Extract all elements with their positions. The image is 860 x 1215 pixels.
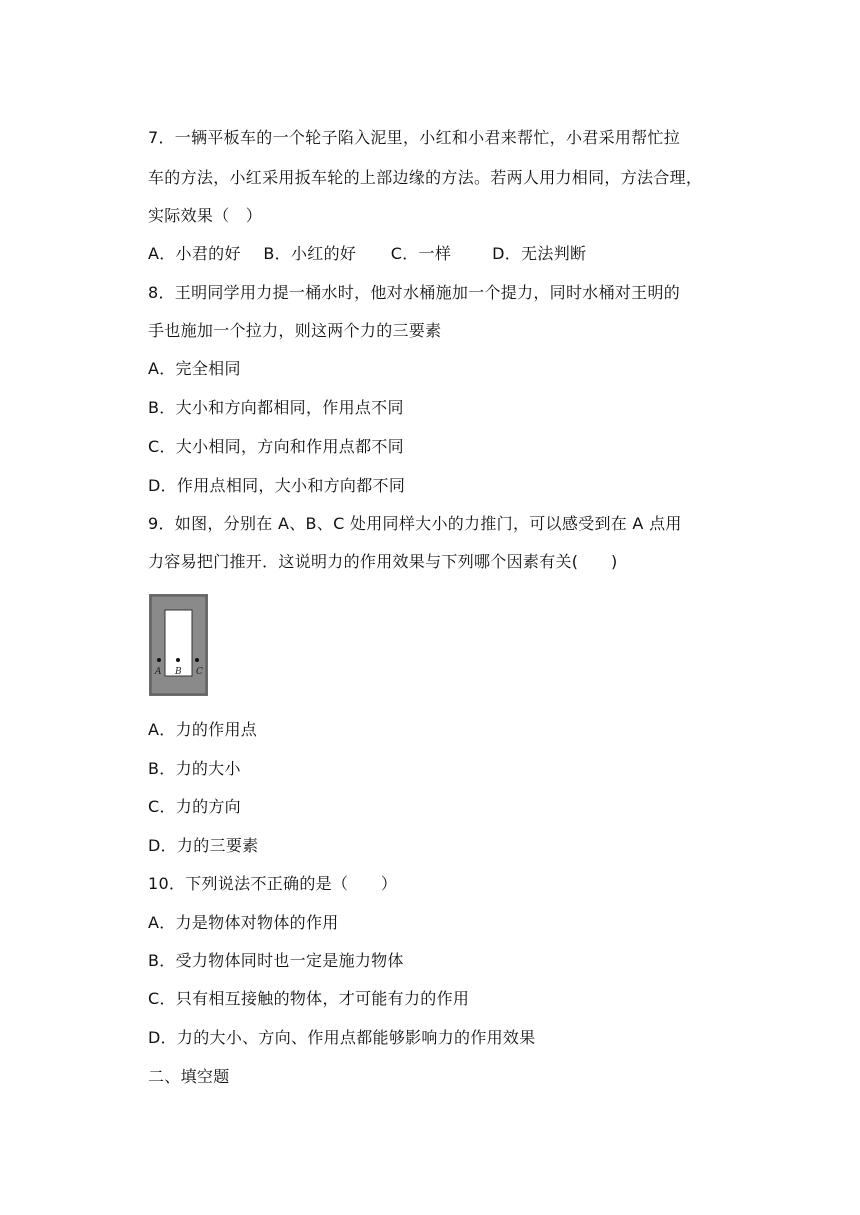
q9-option-c: C．力的方向 bbox=[148, 797, 241, 816]
point-a-label: A bbox=[155, 667, 162, 677]
q8-option-c: C．大小相同，方向和作用点都不同 bbox=[148, 437, 404, 456]
q7-option-a: A．小君的好 bbox=[148, 244, 241, 263]
q10-line1: 10．下列说法不正确的是（ ） bbox=[148, 874, 398, 893]
q9-option-a: A．力的作用点 bbox=[148, 720, 258, 739]
q9-line1: 9．如图，分别在 A、B、C 处用同样大小的力推门，可以感受到在 A 点用 bbox=[148, 514, 682, 533]
point-b-label: B bbox=[175, 667, 182, 677]
q8-option-b: B．大小和方向都相同，作用点不同 bbox=[148, 398, 404, 417]
point-c-label: C bbox=[196, 667, 203, 677]
q7-options bbox=[148, 244, 586, 264]
q8-option-d: D．作用点相同，大小和方向都不同 bbox=[148, 476, 406, 495]
q8-line1: 8．王明同学用力提一桶水时，他对水桶施加一个提力，同时水桶对王明的 bbox=[148, 283, 681, 302]
q7-line2: 车的方法，小红采用扳车轮的上部边缘的方法。若两人用力相同，方法合理， bbox=[148, 168, 703, 187]
q7-line1: 7．一辆平板车的一个轮子陷入泥里，小红和小君来帮忙，小君采用帮忙拉 bbox=[148, 128, 681, 147]
q8-line2: 手也施加一个拉力，则这两个力的三要素 bbox=[148, 321, 442, 340]
q7-option-d: D．无法判断 bbox=[492, 244, 587, 263]
section-title: 二、填空题 bbox=[148, 1067, 230, 1086]
q9-option-b: B．力的大小 bbox=[148, 759, 241, 778]
q10-option-a: A．力是物体对物体的作用 bbox=[148, 913, 339, 932]
q10-option-c: C．只有相互接触的物体，才可能有力的作用 bbox=[148, 989, 470, 1008]
q7-line3: 实际效果（ ） bbox=[148, 206, 263, 225]
point-a-dot bbox=[157, 658, 161, 662]
door-figure bbox=[149, 594, 208, 696]
q8-option-a: A．完全相同 bbox=[148, 359, 241, 378]
point-b-dot bbox=[176, 658, 180, 662]
q10-option-b: B．受力物体同时也一定是施力物体 bbox=[148, 951, 404, 970]
q9-line2: 力容易把门推开．这说明力的作用效果与下列哪个因素有关( ) bbox=[148, 552, 618, 571]
point-c-dot bbox=[195, 658, 199, 662]
q7-option-b: B．小红的好 bbox=[263, 244, 357, 263]
q9-option-d: D．力的三要素 bbox=[148, 836, 259, 855]
q10-option-d: D．力的大小、方向、作用点都能够影响力的作用效果 bbox=[148, 1028, 536, 1047]
q7-option-c: C．一样 bbox=[390, 244, 452, 263]
